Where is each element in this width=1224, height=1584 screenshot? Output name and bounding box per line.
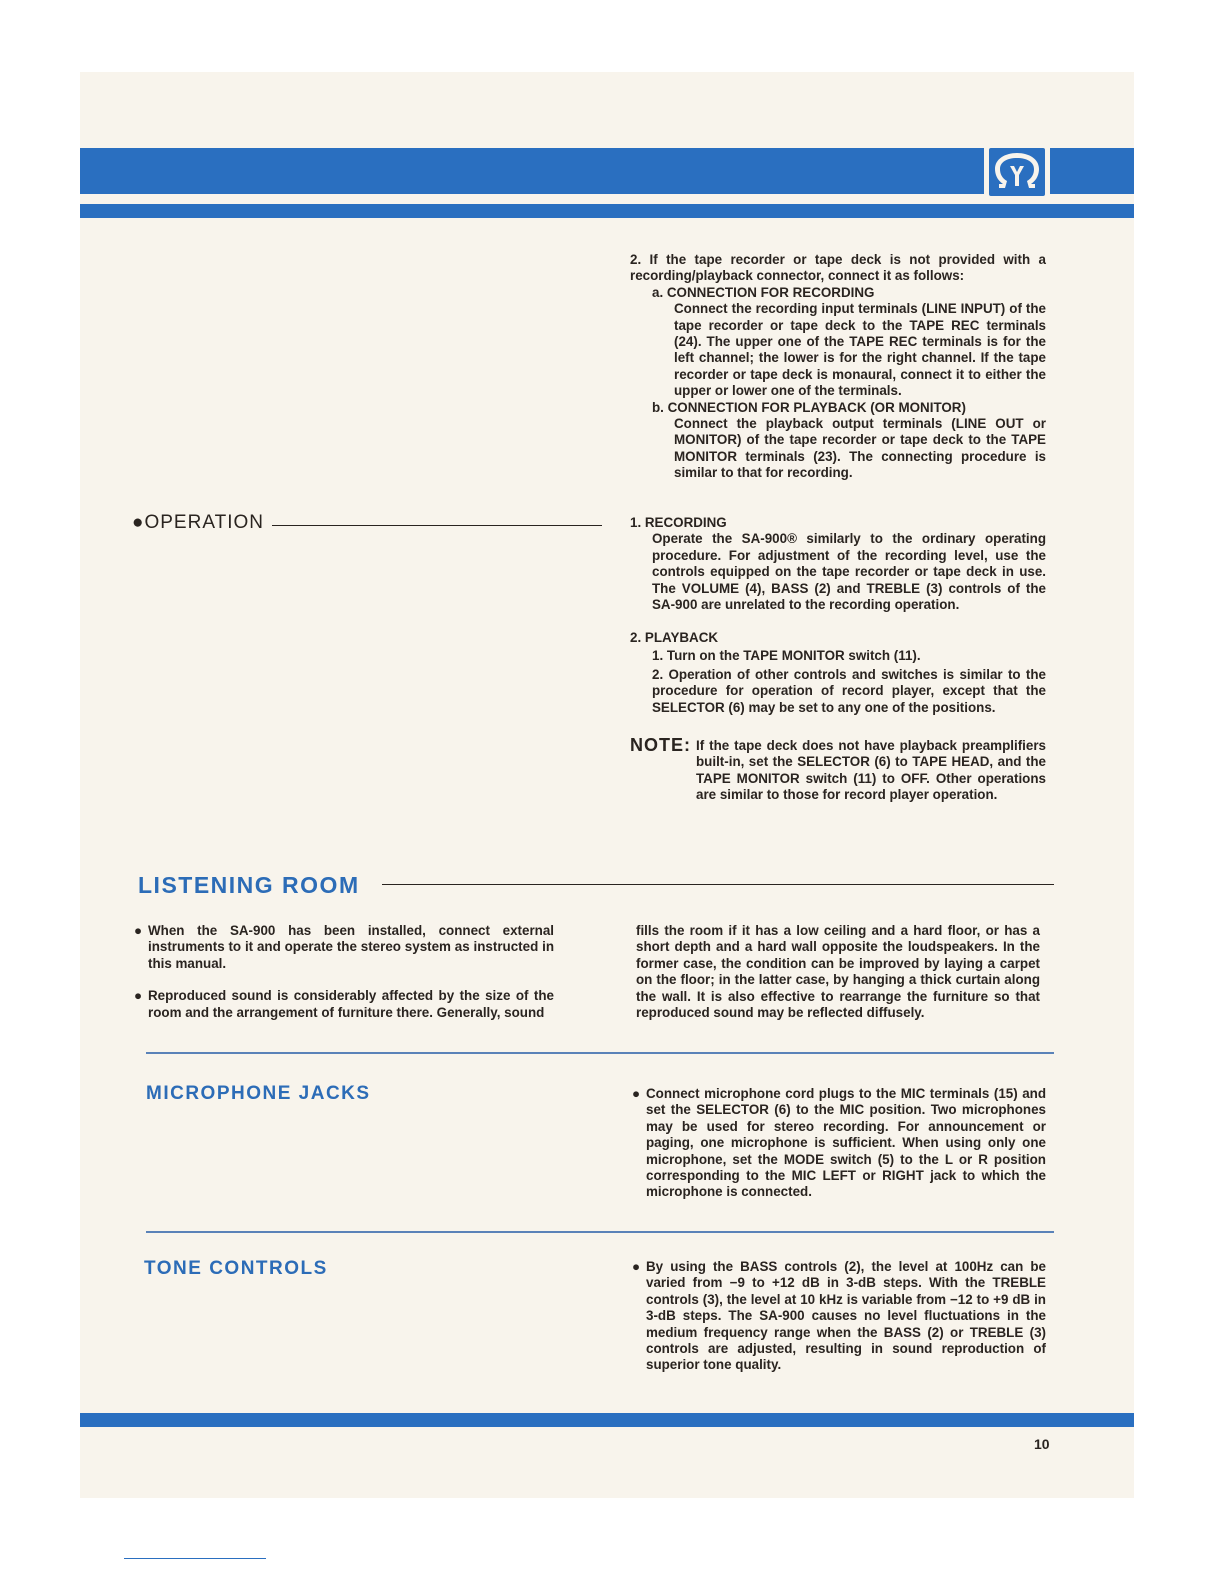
bullet-icon: ● <box>134 923 143 938</box>
list-item <box>632 1259 1046 1374</box>
listening-room-left-column <box>134 923 554 1021</box>
list-item <box>134 988 554 1021</box>
playback-title: 2. PLAYBACK <box>630 630 719 645</box>
connection-playback-text: Connect the playback output terminals (LINE OUT or MONITOR) of the tape recorder or tape deck to the TAPE MONITOR terminals (23). The connecting procedure is similar to that for recording. <box>674 416 1046 481</box>
bullet-icon: ● <box>134 988 143 1004</box>
recording-text: Operate the SA-900® similarly to the ordinary operating procedure. For adjustment of the recording level, use the controls equipped on the tape recorder or tape deck in use. The VOLUME (4), BASS (2) and TREBLE (3) controls of the SA-900 are unrelated to the recording operation. <box>652 531 1046 613</box>
listening-room-rule <box>382 884 1054 885</box>
operation-recording <box>630 515 1046 613</box>
listening-bullet-2: Reproduced sound is considerably affected by the size of the room and the arrangement of furniture there. Generally, sound <box>148 988 554 1020</box>
list-item <box>134 923 554 972</box>
tone-controls-text: By using the BASS controls (2), the level at 100Hz can be varied from −9 to +12 dB in 3-dB steps. With the TREBLE controls (3), the level at 10 kHz is variable from −12 to +9 dB in 3-dB steps. The SA-900 causes no level fluctuations in the medium frequency range when the BASS (2) or TREBLE (3) controls are adjusted, resulting in sound reproduction of superior tone quality. <box>646 1259 1046 1373</box>
playback-step-2: 2. Operation of other controls and switches is similar to the procedure for operation of record player, except that the SELECTOR (6) may be set to any one of the positions. <box>652 666 1046 715</box>
operation-playback <box>630 630 1046 716</box>
section-divider <box>146 1052 1054 1054</box>
listening-room-heading: LISTENING ROOM <box>138 872 360 898</box>
connection-recording-title: a. CONNECTION FOR RECORDING <box>652 284 875 300</box>
note-label: NOTE: <box>630 735 691 755</box>
listening-bullet-1: When the SA-900 has been installed, connect external instruments to it and operate the stereo system as instructed in this manual. <box>148 923 554 971</box>
playback-step-1: 1. Turn on the TAPE MONITOR switch (11). <box>652 648 921 664</box>
recording-title: 1. RECORDING <box>630 515 727 530</box>
footer-band <box>80 1413 1134 1427</box>
page-number: 10 <box>1034 1436 1050 1452</box>
operation-heading: ●OPERATION <box>132 512 264 533</box>
tone-controls-body <box>632 1259 1046 1374</box>
microphone-jacks-heading: MICROPHONE JACKS <box>146 1083 371 1104</box>
operation-heading-rule <box>272 525 602 526</box>
pioneer-omega-logo-icon <box>989 148 1045 196</box>
list-item <box>632 1086 1046 1201</box>
microphone-jacks-text: Connect microphone cord plugs to the MIC terminals (15) and set the SELECTOR (6) to the MIC position. Two microphones may be used for stereo recording. For announcement or paging, one microphone is sufficient. When using only one microphone, set the MODE switch (5) to the L or R position corresponding to the MIC LEFT or RIGHT jack to which the microphone is connected. <box>646 1086 1046 1200</box>
footer-rule <box>124 1558 266 1559</box>
bullet-icon: ● <box>632 1086 641 1101</box>
note-text: If the tape deck does not have playback preamplifiers built-in, set the SELECTOR (6) to TAPE HEAD, and the TAPE MONITOR switch (11) to OFF. Other operations are similar to those for record player operation. <box>696 738 1046 803</box>
connection-section <box>630 252 1046 482</box>
header-band <box>80 148 1134 194</box>
header-band-thin <box>80 204 1134 218</box>
tone-controls-heading: TONE CONTROLS <box>144 1258 328 1279</box>
connection-recording-text: Connect the recording input terminals (LINE INPUT) of the tape recorder or tape deck to the TAPE REC terminals (24). The upper one of the TAPE REC terminals is for the left channel; the lower is for the right channel. If the tape recorder or tape deck is monaural, connect it to either the upper or lower one of the terminals. <box>674 301 1046 399</box>
listening-room-continuation: fills the room if it has a low ceiling and a hard floor, or has a short depth and a hard wall opposite the loudspeakers. In the former case, the condition can be improved by laying a carpet on the floor; in the latter case, by hanging a thick curtain along the wall. It is also effective to rearrange the furniture so that reproduced sound may be reflected diffusely. <box>636 923 1040 1021</box>
microphone-jacks-body <box>632 1086 1046 1201</box>
section-divider <box>146 1231 1054 1233</box>
bullet-icon: ● <box>632 1259 641 1274</box>
connection-item-2: 2. If the tape recorder or tape deck is not provided with a recording/playback connector, connect it as follows: <box>630 252 1046 284</box>
connection-playback-title: b. CONNECTION FOR PLAYBACK (OR MONITOR) <box>652 399 966 415</box>
